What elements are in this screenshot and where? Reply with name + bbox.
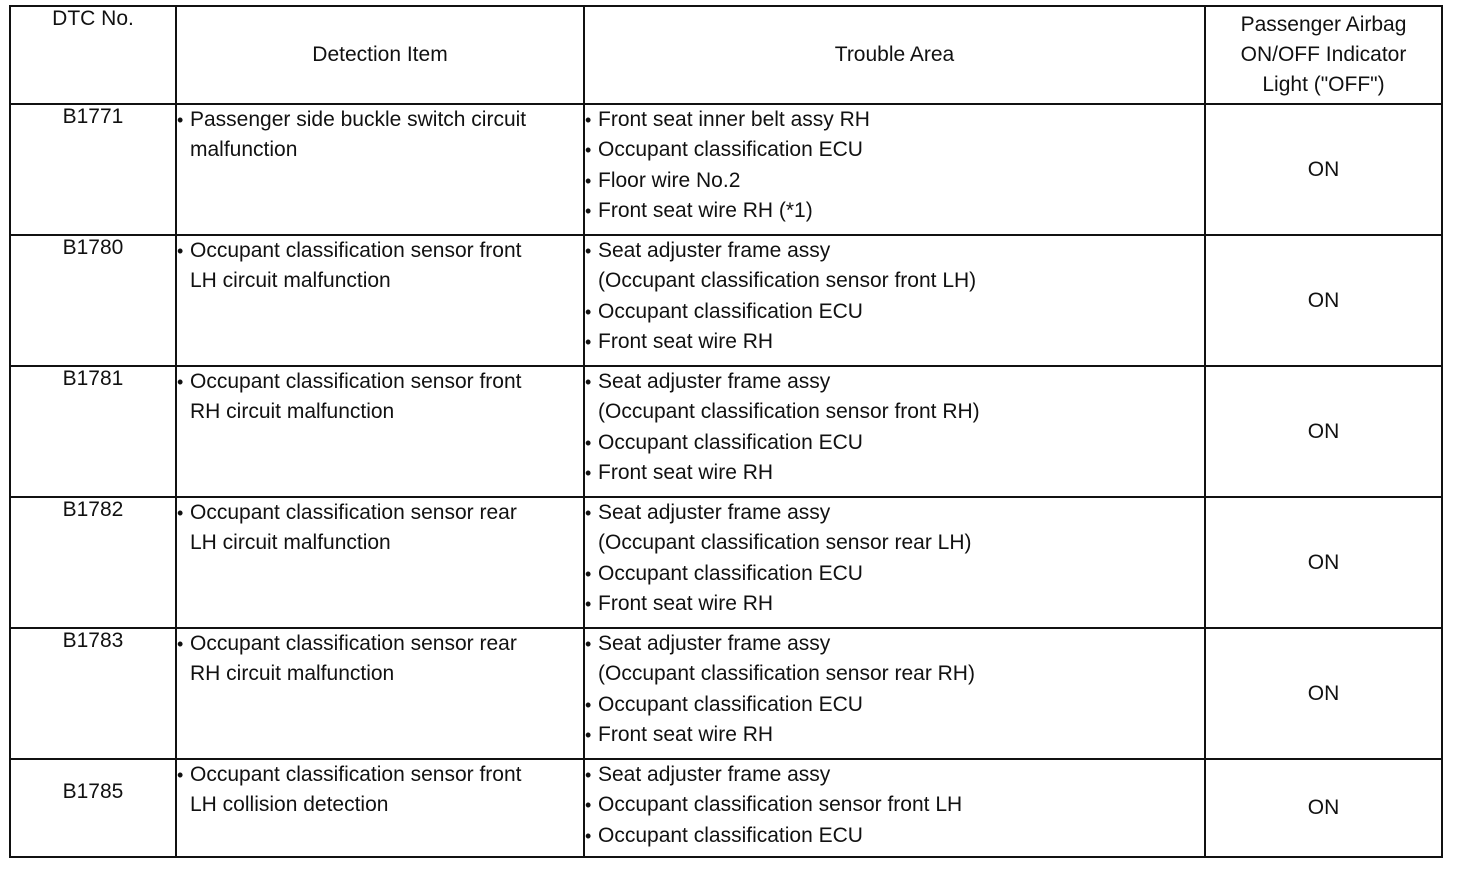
header-indicator-light	[1205, 6, 1442, 104]
detection-item-cell	[176, 628, 584, 759]
trouble-area-item: • Front seat wire RH (*1)	[585, 196, 1204, 226]
detection-item-text: • Occupant classification sensor front	[177, 236, 583, 266]
detection-item-cell	[176, 759, 584, 857]
trouble-area-cell	[584, 235, 1205, 366]
detection-item-text: • Occupant classification sensor front	[177, 760, 583, 790]
trouble-area-item: • Occupant classification sensor front LH	[585, 790, 1204, 820]
trouble-area-item: • Occupant classification ECU	[585, 297, 1204, 327]
table-row	[10, 104, 1442, 235]
indicator-state: ON	[1205, 497, 1442, 628]
dtc-code: B1771	[10, 104, 176, 235]
table-row	[10, 759, 1442, 857]
trouble-area-cell	[584, 628, 1205, 759]
trouble-area-item: • Seat adjuster frame assy	[585, 236, 1204, 266]
header-indicator-line3: Light ("OFF")	[1262, 73, 1385, 96]
trouble-area-item: • Occupant classification ECU	[585, 428, 1204, 458]
indicator-state: ON	[1205, 366, 1442, 497]
trouble-area-item: • Occupant classification ECU	[585, 135, 1204, 165]
detection-item-text-cont: RH circuit malfunction	[190, 662, 395, 686]
dtc-code: B1783	[10, 628, 176, 759]
dtc-code: B1782	[10, 497, 176, 628]
dtc-code: B1781	[10, 366, 176, 497]
table-row	[10, 235, 1442, 366]
header-trouble-area: Trouble Area	[584, 6, 1205, 104]
indicator-state: ON	[1205, 104, 1442, 235]
trouble-area-item-cont: (Occupant classification sensor rear RH)	[598, 662, 975, 686]
trouble-area-cell	[584, 366, 1205, 497]
trouble-area-item: • Front seat wire RH	[585, 458, 1204, 488]
trouble-area-item-cont: (Occupant classification sensor front LH)	[598, 269, 977, 293]
table-row	[10, 366, 1442, 497]
trouble-area-item: • Floor wire No.2	[585, 166, 1204, 196]
dtc-code: B1780	[10, 235, 176, 366]
detection-item-text: • Passenger side buckle switch circuit	[177, 105, 583, 135]
table-row	[10, 497, 1442, 628]
detection-item-cell	[176, 497, 584, 628]
detection-item-text: • Occupant classification sensor front	[177, 367, 583, 397]
trouble-area-item: • Seat adjuster frame assy	[585, 498, 1204, 528]
table-row	[10, 628, 1442, 759]
header-indicator-line2: ON/OFF Indicator	[1240, 43, 1407, 66]
trouble-area-cell	[584, 104, 1205, 235]
trouble-area-item: • Occupant classification ECU	[585, 690, 1204, 720]
detection-item-text-cont: malfunction	[190, 138, 298, 162]
trouble-area-item-cont: (Occupant classification sensor rear LH)	[598, 531, 972, 555]
detection-item-cell	[176, 366, 584, 497]
trouble-area-item: • Seat adjuster frame assy	[585, 760, 1204, 790]
trouble-area-item: • Seat adjuster frame assy	[585, 629, 1204, 659]
trouble-area-item-cont: (Occupant classification sensor front RH)	[598, 400, 980, 424]
indicator-state: ON	[1205, 235, 1442, 366]
detection-item-text-cont: LH circuit malfunction	[190, 531, 391, 555]
header-dtc-no: DTC No.	[10, 6, 176, 104]
dtc-table	[9, 5, 1443, 858]
trouble-area-item: • Front seat inner belt assy RH	[585, 105, 1204, 135]
detection-item-cell	[176, 235, 584, 366]
detection-item-text-cont: LH collision detection	[190, 793, 389, 817]
detection-item-text: • Occupant classification sensor rear	[177, 629, 583, 659]
detection-item-text-cont: RH circuit malfunction	[190, 400, 395, 424]
detection-item-text-cont: LH circuit malfunction	[190, 269, 391, 293]
header-row	[10, 6, 1442, 104]
trouble-area-item: • Front seat wire RH	[585, 589, 1204, 619]
dtc-code: B1785	[10, 759, 176, 857]
detection-item-cell	[176, 104, 584, 235]
trouble-area-item: • Seat adjuster frame assy	[585, 367, 1204, 397]
trouble-area-cell	[584, 759, 1205, 857]
detection-item-text: • Occupant classification sensor rear	[177, 498, 583, 528]
trouble-area-item: • Occupant classification ECU	[585, 559, 1204, 589]
header-indicator-line1: Passenger Airbag	[1240, 13, 1407, 36]
trouble-area-item: • Occupant classification ECU	[585, 821, 1204, 851]
indicator-state: ON	[1205, 628, 1442, 759]
trouble-area-item: • Front seat wire RH	[585, 720, 1204, 750]
header-detection-item: Detection Item	[176, 6, 584, 104]
trouble-area-item: • Front seat wire RH	[585, 327, 1204, 357]
indicator-state: ON	[1205, 759, 1442, 857]
trouble-area-cell	[584, 497, 1205, 628]
